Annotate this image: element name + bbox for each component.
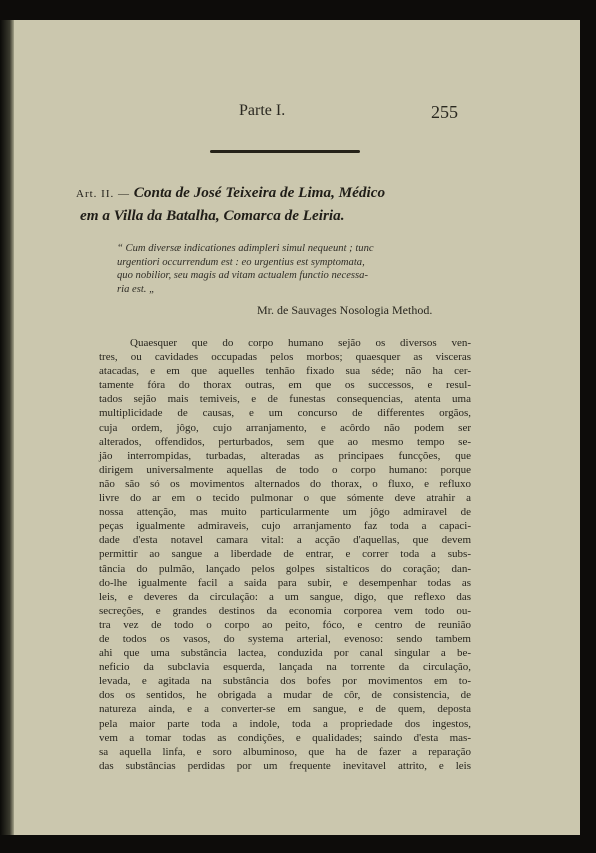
body-line: livre do ar em o tecido pulmonar o que sómente deve atrahir a	[99, 492, 471, 505]
body-line: permittir ao sangue a liberdade de entrar, e correr toda a subs-	[99, 548, 471, 561]
body-text	[99, 336, 471, 773]
article-title	[76, 182, 492, 227]
scan-edge-shadow	[0, 20, 14, 835]
body-line: Quaesquer que do corpo humano sejão os diversos ven-	[130, 337, 471, 349]
body-line: tamente fóra do thorax outras, em que os successos, e resul-	[99, 379, 471, 392]
body-line: natureza ainda, e a converter-se em sangue, e de quem, deposta	[99, 703, 471, 716]
page-header	[14, 100, 580, 126]
body-line: dos os sentidos, he obrigada a mudar de côr, de consistencia, de	[99, 689, 471, 702]
title-rule	[210, 150, 360, 153]
body-line: levada, e agitada na substância dos bofes por movimentos em to-	[99, 675, 471, 688]
body-line: tância do pulmão, lançado pelos golpes sistalticos do coração; dan-	[99, 562, 471, 575]
epigraph	[117, 242, 457, 296]
body-line: pela maior parte toda a indole, toda a propriedade dos ingestos,	[99, 717, 471, 730]
page-sheet	[14, 20, 580, 835]
body-line: leis, e deveres da circulação: a um sangue, digo, que reflexo das	[99, 590, 471, 603]
article-title-line-1: Conta de José Teixeira de Lima, Médico	[133, 184, 386, 201]
body-line: dade d'esta notavel camara vital: a acção d'aquellas, que devem	[99, 534, 471, 547]
body-line: de todos os vasos, do systema arterial, evenoso: sendo tambem	[99, 632, 471, 645]
body-line: nossa attenção, mas muito particularmente um jôgo admiravel de	[99, 506, 471, 519]
body-line: do-lhe igualmente facil a saida para subir, e desempenhar todas as	[99, 576, 471, 589]
body-line: ahi que uma substância lactea, conduzida por canal singular a be-	[99, 647, 471, 660]
article-title-line-2: em a Villa da Batalha, Comarca de Leiria.	[80, 207, 345, 224]
epigraph-line: “ Cum diversæ indicationes adimpleri simul nequeunt ; tunc	[117, 243, 374, 254]
body-line: alterados, offendidos, perturbados, sem que ao mesmo tempo se-	[99, 435, 471, 448]
body-line: vem a tomar todas as condições, e qualidades; saindo d'esta mas-	[99, 731, 471, 744]
epigraph-line: quo nobilior, seu magis ad vitam actualem functio necessa-	[117, 270, 368, 281]
epigraph-attribution: Mr. de Sauvages Nosologia Method.	[257, 303, 433, 317]
body-line: jão interrompidas, turbadas, alteradas as principaes funcções, que	[99, 449, 471, 462]
epigraph-line: urgentiori occurrendum est : eo urgentius est symptomata,	[117, 256, 365, 268]
body-line: não são só os movimentos alternados do thorax, o fluxo, e refluxo	[99, 477, 471, 490]
body-line: tados sejão mais temiveis, e de funestas consequencias, atenta uma	[99, 393, 471, 406]
running-head: Parte I.	[239, 102, 286, 119]
body-line: dirigem universalmente aquellas de todo o corpo humano: porque	[99, 463, 471, 476]
page-number: 255	[431, 102, 458, 122]
body-line: cuja ordem, jôgo, cujo arranjamento, e acôrdo não podem ser	[99, 421, 471, 434]
body-line: multiplicidade de causas, e um concurso de differentes orgãos,	[99, 407, 471, 420]
body-line: neficio da subclavia esquerda, lançada na torrente da circulação,	[99, 661, 471, 674]
body-line: atacadas, e em que aquelles tenhão fixado sua séde; não ha cer-	[99, 365, 471, 378]
body-line: peças igualmente admiraveis, cujo arranjamento faz toda a capaci-	[99, 520, 471, 533]
body-line: tra vez de todo o corpo ao peito, fóco, e centro de reunião	[99, 618, 471, 631]
body-line: sa aquella linfa, e soro albuminoso, que ha de fazer a reparação	[99, 745, 471, 758]
body-line: tres, ou cavidades occupadas pelos morbos; quaesquer as visceras	[99, 351, 471, 364]
body-line: das substâncias perdidas por um frequente inevitavel attrito, e leis	[99, 759, 471, 772]
epigraph-line: ria est. „	[117, 283, 155, 295]
article-label: Art. II. —	[76, 188, 130, 200]
body-line: secreções, e grandes destinos da economia corporea vem todo ou-	[99, 604, 471, 617]
